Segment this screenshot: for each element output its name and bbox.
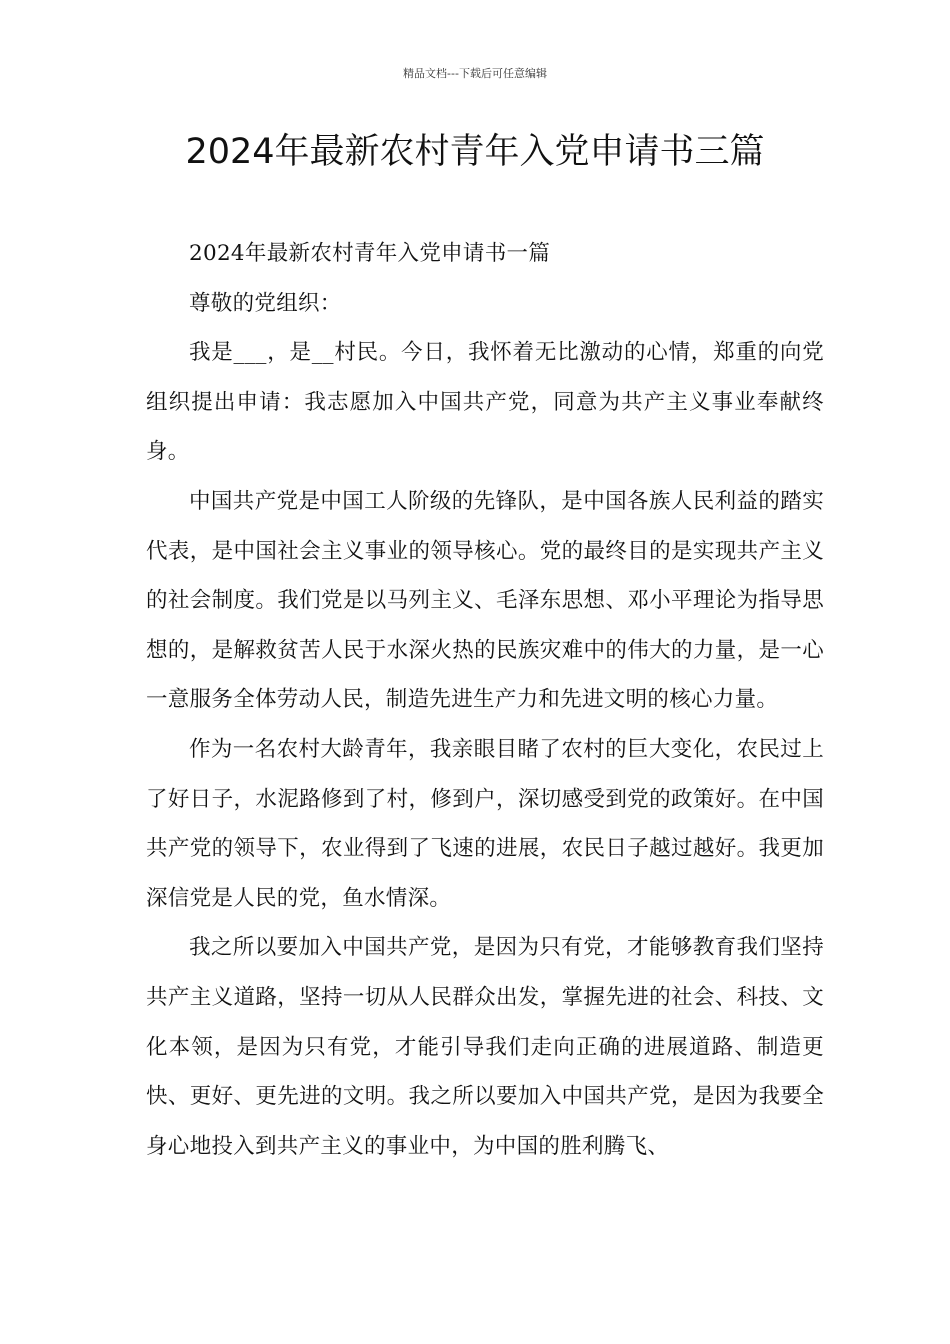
- document-body: [146, 229, 824, 1171]
- body-paragraph: 我是___，是__村民。今日，我怀着无比激动的心情，郑重的向党组织提出申请：我志愿加入中国共产党，同意为共产主义事业奉献终身。: [146, 340, 824, 465]
- header-note: 精品文档---下载后可任意编辑: [403, 67, 547, 80]
- salutation-paragraph: 尊敬的党组织：: [189, 290, 342, 316]
- subtitle-paragraph: 2024年最新农村青年入党申请书一篇: [189, 241, 551, 266]
- body-paragraph: 作为一名农村大龄青年，我亲眼目睹了农村的巨大变化，农民过上了好日子，水泥路修到了村，修到户，深切感受到党的政策好。在中国共产党的领导下，农业得到了飞速的进展，农民日子越过越好。我更加深信党是人民的党，鱼水情深。: [146, 736, 824, 911]
- document-title: 2024年最新农村青年入党申请书三篇: [185, 132, 765, 172]
- body-paragraph: 中国共产党是中国工人阶级的先锋队，是中国各族人民利益的踏实代表，是中国社会主义事业的领导核心。党的最终目的是实现共产主义的社会制度。我们党是以马列主义、毛泽东思想、邓小平理论为指导思想的，是解救贫苦人民于水深火热的民族灾难中的伟大的力量，是一心一意服务全体劳动人民，制造先进生产力和先进文明的核心力量。: [146, 488, 824, 713]
- body-paragraph: 我之所以要加入中国共产党，是因为只有党，才能够教育我们坚持共产主义道路，坚持一切从人民群众出发，掌握先进的社会、科技、文化本领，是因为只有党，才能引导我们走向正确的进展道路、制造更快、更好、更先进的文明。我之所以要加入中国共产党，是因为我要全身心地投入到共产主义的事业中，为中国的胜利腾飞、: [146, 935, 824, 1159]
